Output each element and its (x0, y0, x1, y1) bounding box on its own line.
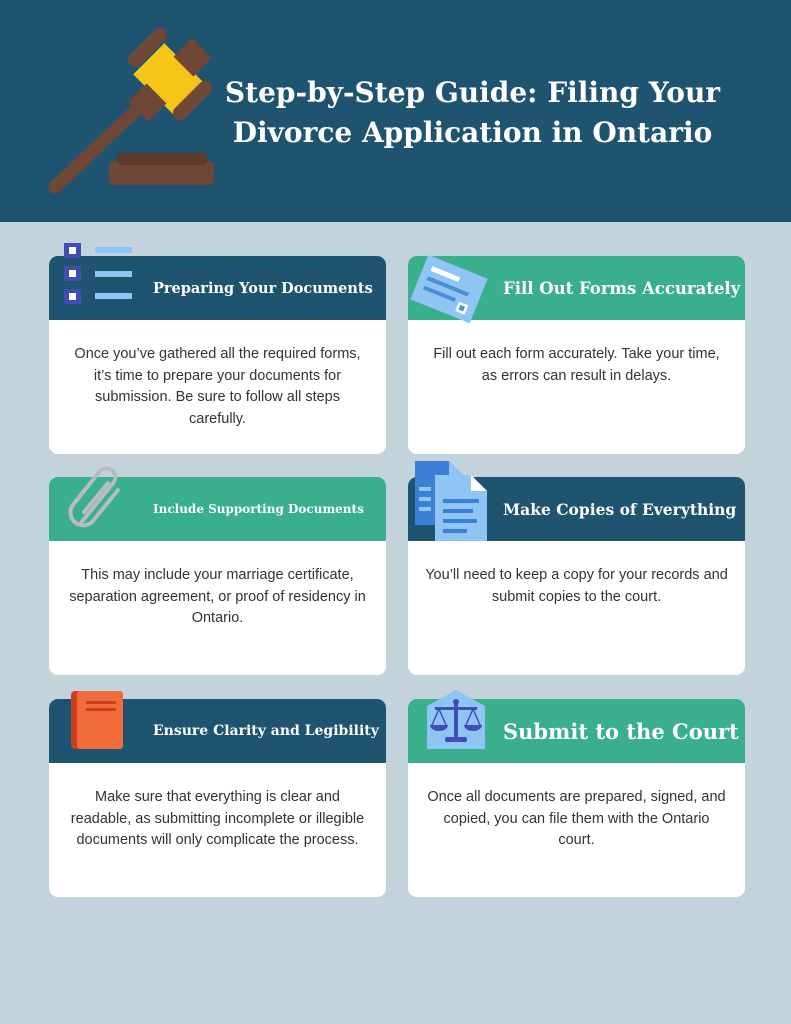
card-body: Once you’ve gathered all the required forms, it’s time to prepare your documents for submission. Be sure to follow all steps carefully. (74, 346, 361, 427)
checklist-icon (62, 242, 137, 311)
title-line-2: Divorce Application in Ontario (232, 116, 713, 149)
card-body: Make sure that everything is clear and readable, as submitting incomplete or illegible documents will only complicate the process. (70, 789, 365, 848)
card-title: Include Supporting Documents (153, 502, 364, 516)
card-title: Preparing Your Documents (153, 279, 373, 297)
card-body: Once all documents are prepared, signed, and copied, you can file them with the Ontario court. (427, 789, 726, 848)
card-body: You’ll need to keep a copy for your records and submit copies to the court. (425, 567, 728, 605)
page-title (215, 73, 730, 153)
card-title: Make Copies of Everything (503, 499, 737, 519)
copy-documents-icon (413, 459, 493, 547)
book-icon (70, 690, 126, 754)
scales-icon (425, 689, 487, 755)
card-title: Fill Out Forms Accurately (503, 278, 741, 298)
title-line-1: Step-by-Step Guide: Filing Your (224, 76, 721, 109)
card-body: Fill out each form accurately. Take your time, as errors can result in delays. (433, 346, 720, 384)
card-title: Submit to the Court (503, 718, 739, 744)
form-icon (408, 250, 490, 332)
gavel-icon (45, 25, 220, 204)
paperclip-icon (66, 466, 130, 536)
card-body: This may include your marriage certificate, separation agreement, or proof of residency in Ontario. (69, 567, 366, 626)
card-title: Ensure Clarity and Legibility (153, 723, 379, 739)
